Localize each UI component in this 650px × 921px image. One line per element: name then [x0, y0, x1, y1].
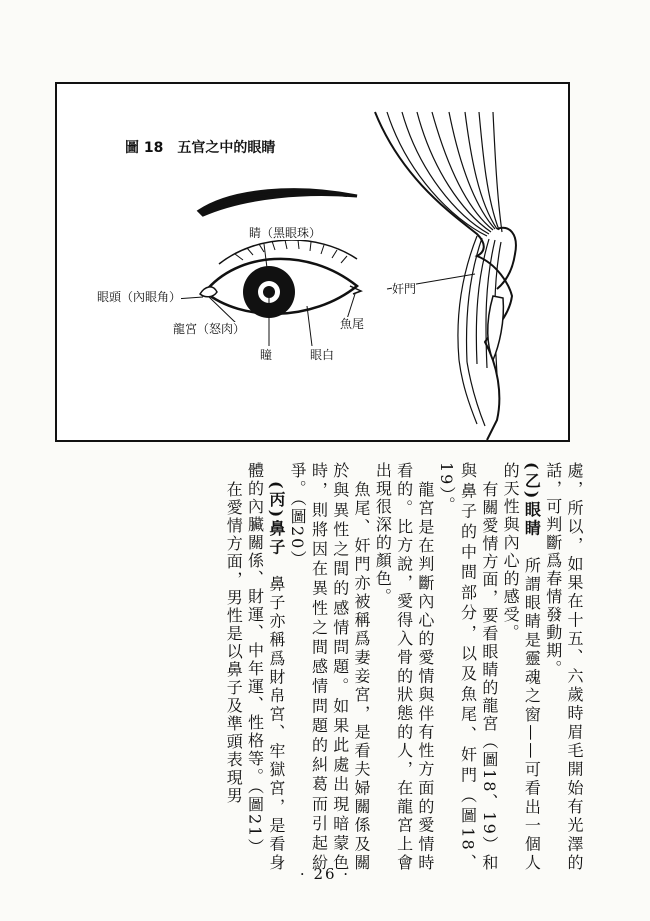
paragraph-1: 處，所以，如果在十五、六歲時眉毛開始有光澤的話，可判斷爲春情發動期。: [543, 462, 584, 872]
label-yanbai: 眼白: [310, 348, 335, 362]
figure-18: [55, 82, 570, 442]
label-yantou: 眼頭（內眼角）: [97, 290, 182, 304]
paragraph-3: 有關愛情方面，要看眼睛的龍宮（圖18、19）和與鼻子的中間部分，以及魚尾、奸門（圖18、19）。: [437, 462, 499, 872]
figure-title: 圖 18 五官之中的眼睛: [125, 140, 276, 156]
label-jing: 睛（黑眼珠）: [249, 226, 322, 240]
section-heading-nose: 鼻子: [266, 519, 286, 558]
paragraph-6: (丙)鼻子 鼻子亦稱爲財帛宮、牢獄宮，是看身體的內臟關係、財運、中年運、性格等。（圖21）: [245, 462, 286, 872]
label-tong: 瞳: [260, 348, 273, 362]
label-yuwei: 魚尾: [340, 317, 365, 331]
paragraph-5: 魚尾、奸門亦被稱爲妻妾宮，是看夫婦關係及關於與異性之間的感情問題。如果此處出現暗蒙色時，則將因在異性之間感情問題的糾葛而引起紛爭。（圖20）: [288, 462, 372, 872]
section-marker-yi: (乙): [522, 462, 542, 501]
paragraph-2: (乙)眼睛 所謂眼睛是靈魂之窗——可看出一個人的天性與內心的感受。: [501, 462, 542, 872]
label-longgong: 龍宮（怒肉）: [173, 322, 246, 336]
paragraph-4: 龍宮是在判斷內心的愛情與伴有性方面的愛情時看的。比方說，愛得入骨的狀態的人，在龍宮上會出現很深的顏色。: [373, 462, 435, 872]
page-number: · 26 ·: [299, 865, 351, 883]
label-jianmen: 奸門: [392, 282, 417, 296]
section-marker-bing: (丙): [266, 481, 286, 520]
section-heading-eyes: 眼睛: [522, 500, 542, 539]
paragraph-7: 在愛情方面，男性是以鼻子及準頭表現男: [224, 481, 244, 806]
body-text: [40, 462, 585, 872]
